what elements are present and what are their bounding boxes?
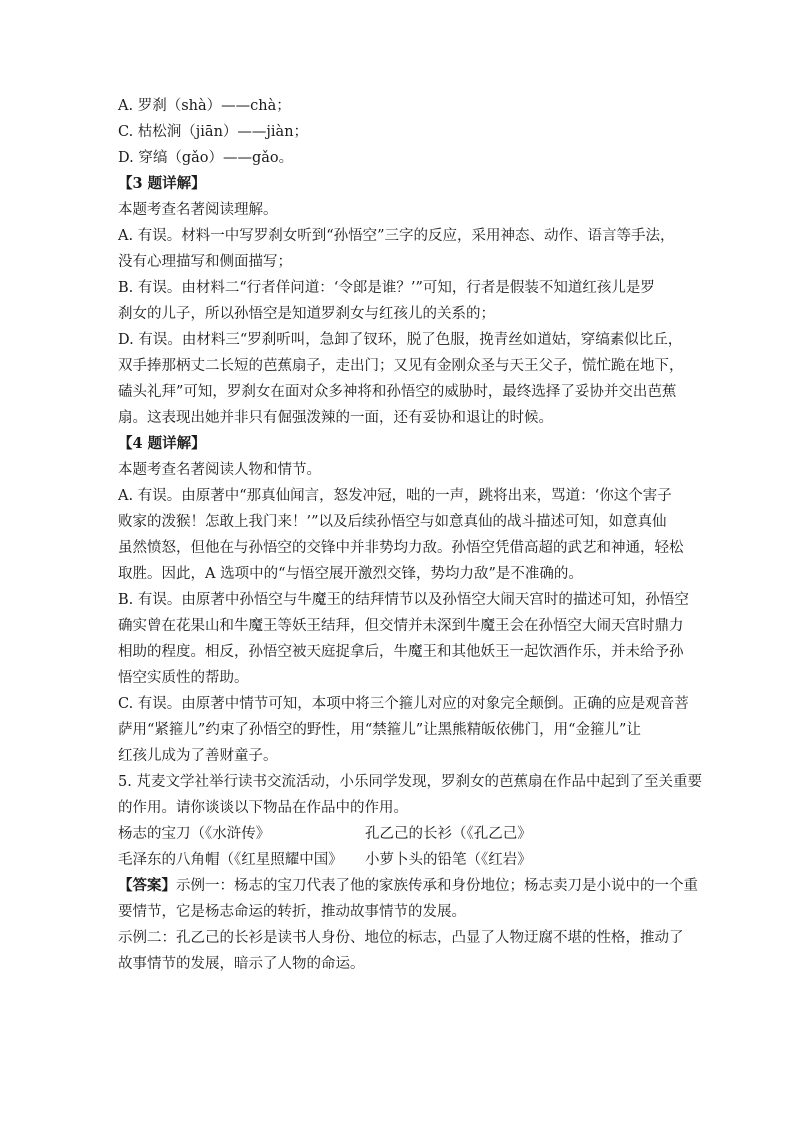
q3-line: 磕头礼拜”可知，罗刹女在面对众多神将和孙悟空的威胁时，最终选择了妥协并交出芭蕉 [118, 384, 677, 400]
q4-line: B. 有误。由原著中孙悟空与牛魔王的结拜情节以及孙悟空大闹天宫时的描述可知，孙悟空 [118, 592, 689, 608]
q5-item-row [118, 821, 678, 847]
q4-line: 本题考查名著阅读人物和情节。 [118, 462, 321, 478]
option-line: A. 罗刹（shà）——chà； [118, 98, 291, 114]
answer-label: 【答案】 [118, 877, 176, 894]
answer-text: 示例一：杨志的宝刀代表了他的家族传承和身份地位；杨志卖刀是小说中的一个重 [176, 878, 698, 894]
q3-line: A. 有误。材料一中写罗刹女听到“孙悟空”三字的反应，采用神态、动作、语言等手法， [118, 228, 675, 244]
q3-line: 双手捧那柄丈二长短的芭蕉扇子，走出门；又见有金刚众圣与天王父子，慌忙跪在地下， [118, 358, 684, 374]
answer-line: 故事情节的发展，暗示了人物的命运。 [118, 956, 365, 972]
q4-line: 确实曾在花果山和牛魔王等妖王结拜，但交情并未深到牛魔王会在孙悟空大闹天宫时鼎力 [118, 618, 684, 634]
q4-line: 悟空实质性的帮助。 [118, 670, 249, 686]
q5-item: 孔乙己的长衫（《孔乙己》 [365, 826, 532, 842]
q4-line: 红孩儿成为了善财童子。 [118, 748, 278, 764]
q3-line: 刹女的儿子，所以孙悟空是知道罗刹女与红孩儿的关系的； [118, 306, 495, 322]
q4-line: 萨用“紧箍儿”约束了孙悟空的野性，用“禁箍儿”让黑熊精皈依佛门，用“金箍儿”让 [118, 722, 641, 738]
q3-line: 没有心理描写和侧面描写； [118, 254, 292, 270]
q3-heading: 【3 题详解】 [118, 175, 206, 192]
answer-line: 示例二：孔乙己的长衫是读书人身份、地位的标志，凸显了人物迂腐不堪的性格，推动了 [118, 930, 684, 946]
q5-item-row [118, 847, 678, 873]
q4-heading: 【4 题详解】 [118, 435, 206, 452]
q3-line: B. 有误。由材料二“行者佯问道：‘令郎是谁？’”可知，行者是假装不知道红孩儿是罗 [118, 280, 655, 296]
q4-line: 虽然愤怒，但他在与孙悟空的交锋中并非势均力敌。孙悟空凭借高超的武艺和神通，轻松 [118, 540, 684, 556]
q3-line: 本题考查名著阅读理解。 [118, 202, 278, 218]
q5-line: 的作用。请你谈谈以下物品在作品中的作用。 [118, 800, 408, 816]
q4-line: 相助的程度。相反，孙悟空被天庭捉拿后，牛魔王和其他妖王一起饮酒作乐，并未给予孙 [118, 644, 684, 660]
q5-item: 杨志的宝刀（《水浒传》 [118, 826, 271, 842]
q5-line: 5. 芃麦文学社举行读书交流活动，小乐同学发现，罗刹女的芭蕉扇在作品中起到了至关重要 [118, 774, 702, 790]
answer-line [118, 873, 698, 899]
option-line: D. 穿缟（gǎo）——gǎo。 [118, 150, 294, 166]
q3-line: D. 有误。由材料三“罗刹听叫，急卸了钗环，脱了色服，挽青丝如道姑，穿缟素似比丘， [118, 332, 683, 348]
document-body [118, 93, 702, 977]
q4-line: C. 有误。由原著中情节可知，本项中将三个箍儿对应的对象完全颠倒。正确的应是观音菩 [118, 696, 689, 712]
q4-line: A. 有误。由原著中“那真仙闻言，怒发冲冠，咄的一声，跳将出来，骂道：‘你这个害子 [118, 488, 672, 504]
q5-item: 小萝卜头的铅笔（《红岩》 [365, 852, 532, 868]
q5-item: 毛泽东的八角帽（《红星照耀中国》 [118, 852, 343, 868]
q3-line: 扇。这表现出她并非只有倔强泼辣的一面，还有妥协和退让的时候。 [118, 410, 553, 426]
option-line: C. 枯松涧（jiān）——jiàn； [118, 124, 309, 140]
answer-line: 要情节，它是杨志命运的转折，推动故事情节的发展。 [118, 904, 466, 920]
q4-line: 败家的泼猴！怎敢上我门来！’”以及后续孙悟空与如意真仙的战斗描述可知，如意真仙 [118, 514, 667, 530]
q4-line: 取胜。因此，A 选项中的“与悟空展开激烈交锋，势均力敌”是不准确的。 [118, 566, 583, 582]
